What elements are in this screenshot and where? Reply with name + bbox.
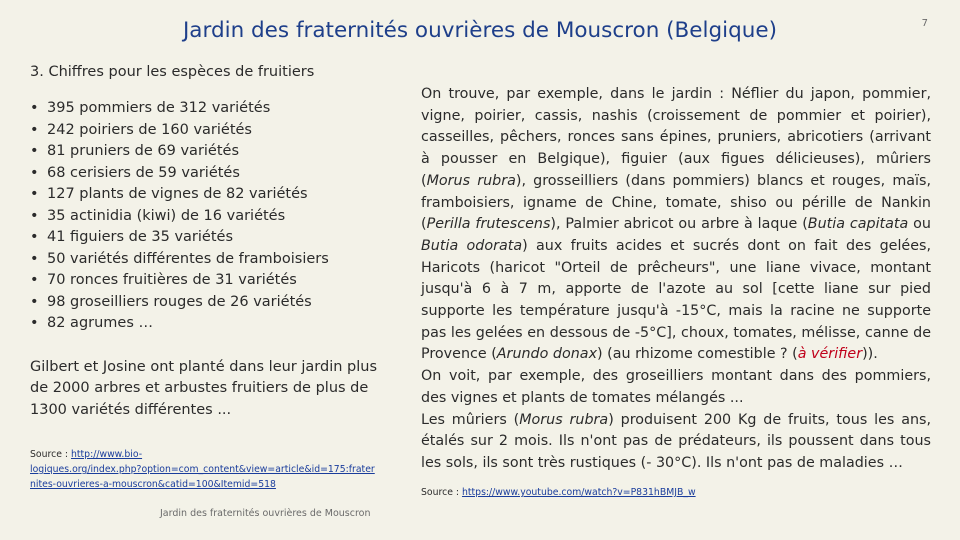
list-item: • 242 poiriers de 160 variétés [30, 120, 390, 142]
list-item: • 81 pruniers de 69 variétés [30, 141, 390, 163]
left-source [30, 447, 390, 492]
list-item: • 127 plants de vignes de 82 variétés [30, 184, 390, 206]
list-item: • 50 variétés différentes de framboisiers [30, 249, 390, 271]
section-heading: 3. Chiffres pour les espèces de fruitiers [30, 64, 315, 80]
verify-note: à vérifier [797, 346, 863, 363]
body-paragraph-2: On voit, par exemple, des groseilliers montant dans des pommiers, des vignes et plants de tomates mélangés ... [421, 368, 931, 406]
list-item: • 68 cerisiers de 59 variétés [30, 163, 390, 185]
body-paragraph-1: On trouve, par exemple, dans le jardin : Néflier du japon, pommier, vigne, poirier, cassis, nashis (croissement de pommier et poirier), casseilles, pêchers, ronces sans épines, pruniers, abricotiers (arrivant à pousser en Belgique), figuier (aux figues délicieuses), mûriers (Morus rubra), grosseilliers (dans pommiers) blancs et rouges, maïs, framboisiers, igname de Chine, tomate, shiso ou pérille de Nankin (Perilla frutescens), Palmier abricot ou arbre à laque (Butia capitata ou Butia odorata) aux fruits acides et sucrés dont on fait des gelées, Haricots (haricot "Orteil de prêcheurs", une liane vivace, montant jusqu'à 6 à 7 m, apporte de l'azote au sol [cette liane sur pied supporte les température jusqu'à -15°C, mais la racine ne supporte pas les gelées en dessous de -5°C], choux, tomates, mélisse, canne de Provence (Arundo donax) (au rhizome comestible ? (à vérifier)). [421, 86, 932, 363]
youtube-link[interactable]: https://www.youtube.com/watch?v=P831hBMJB_w [461, 487, 696, 498]
summary-paragraph: Gilbert et Josine ont planté dans leur jardin plus de 2000 arbres et arbustes fruitiers de plus de 1300 variétés différentes ... [30, 358, 378, 418]
right-column [421, 84, 931, 475]
source-link[interactable]: http://www.bio- logiques.org/index.php?option=com_content&view=article&id=175:frater nites-ouvrieres-a-mouscron&catid=100&Itemid=518 [30, 449, 375, 490]
list-item: • 35 actinidia (kiwi) de 16 variétés [30, 206, 390, 228]
footer-text: Jardin des fraternités ouvrières de Mouscron [160, 508, 371, 519]
list-item: • 41 figuiers de 35 variétés [30, 227, 390, 249]
fruit-tree-list [30, 98, 390, 335]
body-paragraph-3: Les mûriers (Morus rubra) produisent 200 Kg de fruits, tous les ans, étalés sur 2 mois. Ils n'ont pas de prédateurs, ils poussent dans tous les sols, ils sont très rustiques (- 30°C). Ils n'ont pas de maladies … [421, 411, 932, 471]
list-item: • 395 pommiers de 312 variétés [30, 98, 390, 120]
slide-title: Jardin des fraternités ouvrières de Mouscron (Belgique) [182, 18, 778, 43]
right-source [421, 487, 696, 498]
list-item: • 98 groseilliers rouges de 26 variétés [30, 292, 390, 314]
page-number: 7 [921, 18, 928, 29]
left-column [30, 64, 390, 492]
list-item: • 70 ronces fruitières de 31 variétés [30, 270, 390, 292]
source-label: Source : [30, 449, 71, 460]
source-label: Source : [421, 487, 462, 498]
list-item: • 82 agrumes … [30, 313, 390, 335]
